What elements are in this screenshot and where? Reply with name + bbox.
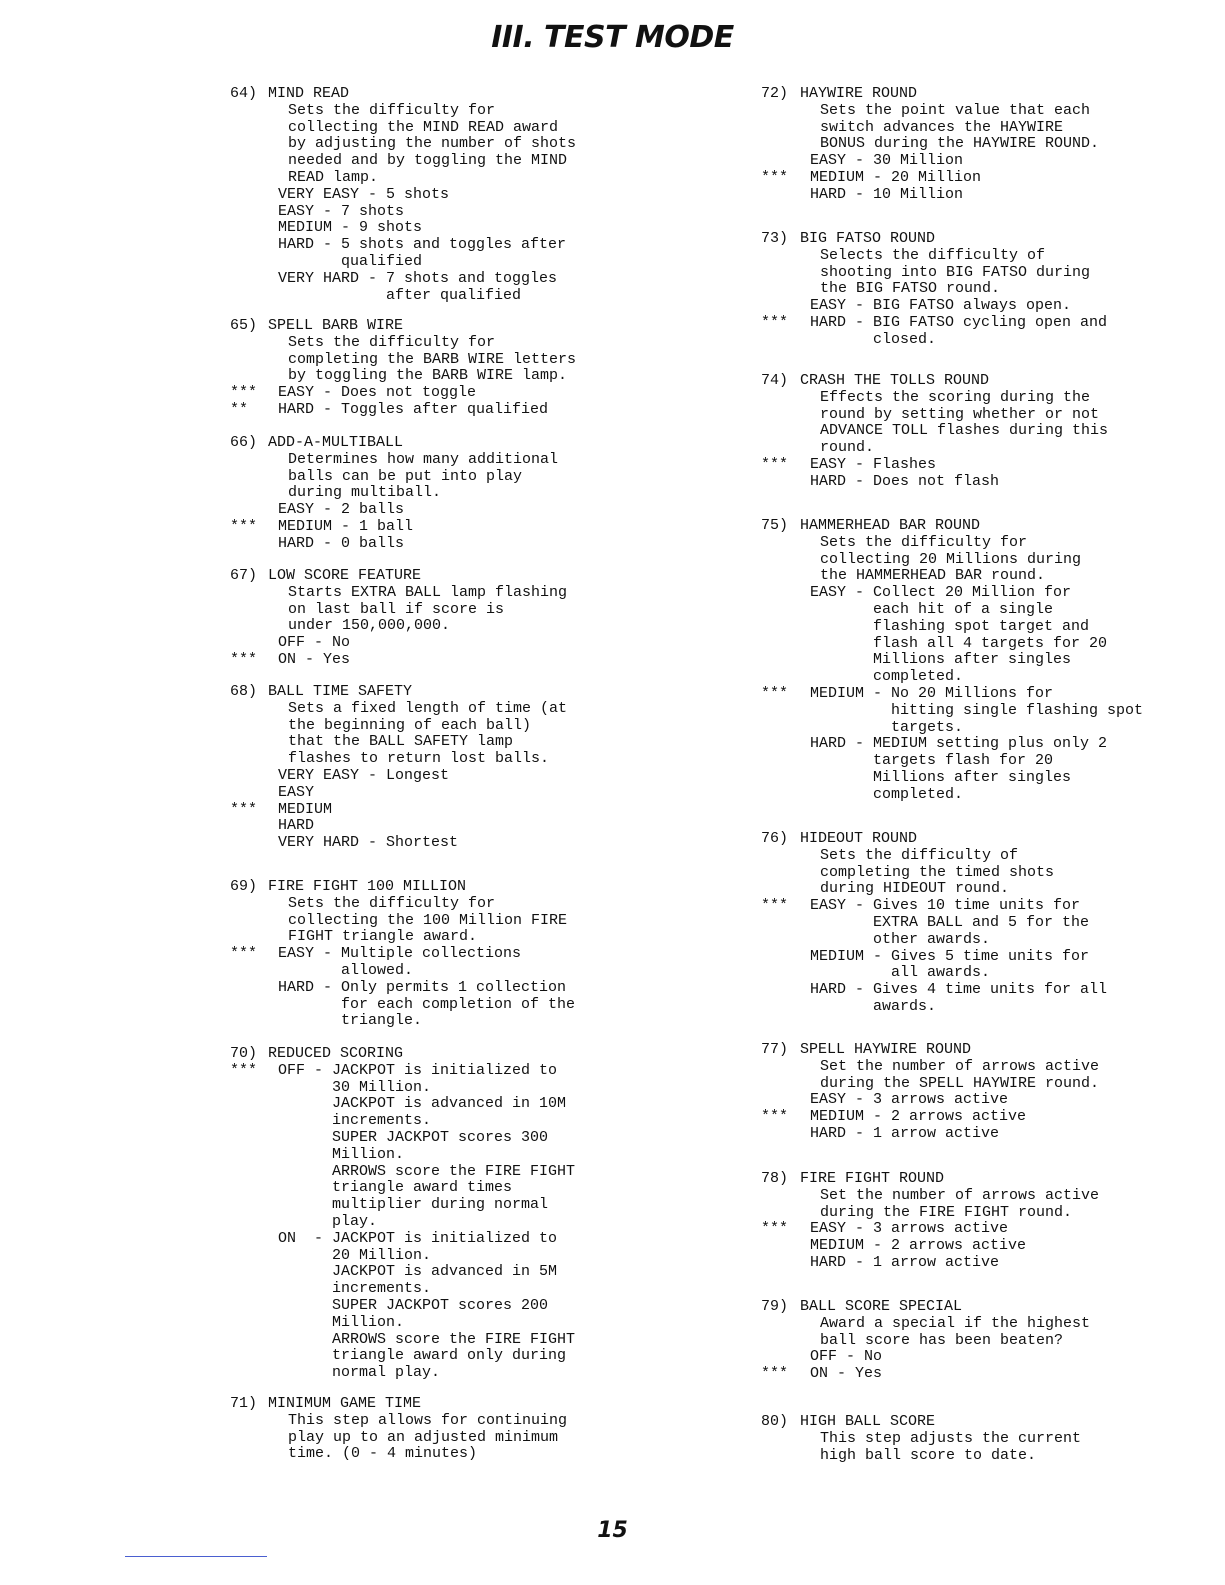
section-heading: [755, 518, 1225, 535]
setting-option-line: allowed.: [278, 962, 414, 979]
section-description-line: on last ball if score is: [288, 600, 505, 618]
section-description-line: Sets the difficulty for: [288, 333, 496, 351]
section-description-line: collecting the MIND READ award: [288, 118, 559, 136]
section-description-line: completing the BARB WIRE letters: [288, 350, 577, 368]
section-heading: [230, 318, 710, 335]
setting-option-line: *** ON - Yes: [761, 1365, 883, 1383]
section-number: 68): [230, 683, 258, 700]
setting-option-line: EASY - 7 shots: [278, 202, 405, 220]
setting-option-line: JACKPOT is advanced in 5M: [278, 1263, 558, 1281]
menu-section-66: [230, 435, 700, 553]
setting-option-line: each hit of a single: [810, 601, 1054, 618]
setting-option-line: completed.: [810, 668, 964, 686]
section-number: 78): [761, 1170, 789, 1187]
section-number: 65): [230, 317, 258, 334]
section-heading: [755, 373, 1225, 390]
setting-option-line: *** EASY - Flashes: [761, 456, 937, 473]
section-description-line: that the BALL SAFETY lamp: [288, 733, 514, 751]
section-description-line: the BIG FATSO round.: [820, 280, 1001, 298]
setting-option-line: *** MEDIUM: [230, 800, 333, 818]
setting-option-line: HARD - 1 arrow active: [810, 1125, 1000, 1142]
section-description-line: ball score has been beaten?: [820, 1331, 1064, 1349]
menu-section-74: [755, 373, 1225, 491]
section-description-line: balls can be put into play: [288, 467, 523, 485]
default-marker: ***: [761, 897, 789, 915]
setting-option-line: increments.: [278, 1280, 432, 1298]
setting-option-line: targets.: [810, 718, 964, 736]
section-title: FIRE FIGHT 100 MILLION: [268, 878, 467, 895]
menu-section-77: [755, 1042, 1225, 1143]
setting-option-line: HARD - Gives 4 time units for all: [810, 981, 1108, 999]
default-marker: ***: [761, 1220, 789, 1238]
setting-option-line: ARROWS score the FIRE FIGHT: [278, 1330, 576, 1348]
setting-option-line: *** MEDIUM - 20 Million: [761, 169, 982, 186]
menu-section-73: [755, 231, 1225, 349]
setting-option-line: play.: [278, 1213, 378, 1230]
menu-section-70: [230, 1046, 700, 1382]
setting-option-line: SUPER JACKPOT scores 300: [278, 1129, 549, 1146]
setting-option-line: closed.: [810, 330, 937, 348]
section-title: BIG FATSO ROUND: [800, 230, 936, 247]
section-description-line: needed and by toggling the MIND: [288, 152, 568, 170]
section-description-line: Sets the difficulty for: [820, 533, 1028, 551]
setting-option-line: Millions after singles: [810, 769, 1072, 786]
setting-option-line: ON - JACKPOT is initialized to: [278, 1229, 558, 1247]
default-marker: ***: [230, 384, 258, 402]
section-title: HIGH BALL SCORE: [800, 1413, 936, 1430]
section-description-line: FIGHT triangle award.: [288, 928, 478, 946]
section-description-line: collecting 20 Millions during: [820, 550, 1082, 568]
section-description-line: time. (0 - 4 minutes): [288, 1445, 478, 1463]
setting-option-line: multiplier during normal: [278, 1196, 549, 1214]
menu-section-68: [230, 684, 700, 852]
section-description-line: the beginning of each ball): [288, 716, 532, 734]
setting-option-line: JACKPOT is advanced in 10M: [278, 1095, 567, 1113]
section-heading: [755, 1299, 1225, 1316]
setting-option-line: normal play.: [278, 1364, 441, 1382]
setting-option-line: OFF - No: [810, 1348, 883, 1366]
section-heading: [230, 1046, 710, 1063]
section-description-line: during HIDEOUT round.: [820, 880, 1010, 898]
section-title: SPELL HAYWIRE ROUND: [800, 1041, 972, 1058]
setting-option-line: *** EASY - Multiple collections: [230, 945, 522, 963]
setting-option-line: flashing spot target and: [810, 617, 1090, 635]
setting-option-line: targets flash for 20: [810, 752, 1054, 770]
section-number: 74): [761, 372, 789, 389]
section-description-line: BONUS during the HAYWIRE ROUND.: [820, 135, 1100, 153]
setting-option-line: all awards.: [810, 964, 991, 982]
menu-section-72: [755, 86, 1225, 204]
setting-option-line: *** HARD - BIG FATSO cycling open and: [761, 314, 1108, 331]
section-description-line: round by setting whether or not: [820, 405, 1100, 423]
section-title: CRASH THE TOLLS ROUND: [800, 372, 990, 389]
setting-option-line: EASY - 2 balls: [278, 501, 405, 519]
section-description-line: Sets the point value that each: [820, 101, 1091, 119]
section-description-line: by adjusting the number of shots: [288, 135, 577, 153]
section-number: 76): [761, 830, 789, 847]
section-description-line: completing the timed shots: [820, 863, 1055, 881]
section-heading: [230, 435, 710, 452]
page-number: 15: [597, 1518, 628, 1543]
setting-option-line: *** EASY - Gives 10 time units for: [761, 897, 1081, 915]
section-title: SPELL BARB WIRE: [268, 317, 404, 334]
section-description-line: Selects the difficulty of: [820, 246, 1046, 264]
section-title: MIND READ: [268, 85, 350, 102]
setting-option-line: Million.: [278, 1313, 405, 1331]
default-marker: **: [230, 401, 249, 418]
menu-section-64: [230, 86, 700, 304]
setting-option-line: OFF - No: [278, 634, 351, 652]
section-number: 69): [230, 878, 258, 895]
default-marker: ***: [230, 518, 258, 535]
setting-option-line: triangle award only during: [278, 1347, 567, 1365]
default-marker: ***: [230, 651, 258, 668]
setting-option-line: triangle.: [278, 1012, 423, 1030]
section-description-line: ADVANCE TOLL flashes during this: [820, 422, 1109, 440]
setting-option-line: flash all 4 targets for 20: [810, 634, 1108, 652]
setting-option-line: triangle award times: [278, 1179, 513, 1197]
section-description-line: Sets the difficulty for: [288, 894, 496, 912]
default-marker: ***: [761, 169, 789, 186]
setting-option-line: *** ON - Yes: [230, 651, 351, 668]
section-description-line: READ lamp.: [288, 169, 379, 186]
section-title: BALL TIME SAFETY: [268, 683, 413, 700]
setting-option-line: HARD - 0 balls: [278, 534, 405, 552]
setting-option-line: VERY HARD - Shortest: [278, 834, 459, 852]
section-title: HAMMERHEAD BAR ROUND: [800, 517, 981, 534]
section-heading: [755, 1042, 1225, 1059]
menu-section-67: [230, 568, 700, 669]
default-marker: ***: [230, 945, 258, 963]
menu-section-65: [230, 318, 700, 419]
section-number: 77): [761, 1041, 789, 1058]
section-title: ADD-A-MULTIBALL: [268, 434, 404, 451]
section-description-line: This step allows for continuing: [288, 1411, 568, 1429]
setting-option-line: HARD: [278, 817, 315, 835]
section-description-line: high ball score to date.: [820, 1446, 1037, 1464]
section-heading: [755, 86, 1225, 103]
page-title: III. TEST MODE: [491, 20, 734, 55]
menu-section-75: [755, 518, 1225, 804]
default-marker: ***: [761, 456, 789, 473]
section-description-line: Set the number of arrows active: [820, 1057, 1100, 1075]
setting-option-line: EASY - 30 Million: [810, 152, 964, 170]
setting-option-line: EASY - BIG FATSO always open.: [810, 297, 1072, 315]
setting-option-line: SUPER JACKPOT scores 200: [278, 1297, 549, 1314]
section-heading: [755, 831, 1225, 848]
section-title: BALL SCORE SPECIAL: [800, 1298, 963, 1315]
section-heading: [230, 684, 710, 701]
setting-option-line: EXTRA BALL and 5 for the: [810, 914, 1090, 931]
menu-section-69: [230, 879, 700, 1030]
section-description-line: Starts EXTRA BALL lamp flashing: [288, 583, 568, 601]
section-number: 70): [230, 1045, 258, 1062]
section-description-line: round.: [820, 439, 875, 457]
setting-option-line: EASY - Collect 20 Million for: [810, 584, 1072, 602]
section-number: 73): [761, 230, 789, 247]
section-description-line: during the SPELL HAYWIRE round.: [820, 1074, 1100, 1092]
section-heading: [755, 1414, 1225, 1431]
section-number: 64): [230, 85, 258, 102]
setting-option-line: awards.: [810, 998, 937, 1015]
setting-option-line: *** MEDIUM - No 20 Millions for: [761, 685, 1054, 702]
section-heading: [230, 879, 710, 896]
setting-option-line: HARD - 5 shots and toggles after: [278, 236, 567, 254]
section-description-line: Sets the difficulty of: [820, 846, 1019, 864]
setting-option-line: HARD - MEDIUM setting plus only 2: [810, 735, 1108, 753]
setting-option-line: after qualified: [278, 286, 522, 304]
setting-option-line: VERY EASY - Longest: [278, 767, 450, 784]
setting-option-line: VERY EASY - 5 shots: [278, 185, 450, 203]
section-description-line: Effects the scoring during the: [820, 388, 1091, 406]
default-marker: ***: [761, 685, 789, 702]
setting-option-line: for each completion of the: [278, 995, 576, 1013]
section-number: 66): [230, 434, 258, 451]
section-heading: [230, 568, 710, 585]
section-description-line: shooting into BIG FATSO during: [820, 263, 1091, 281]
default-marker: ***: [761, 1108, 789, 1126]
section-number: 71): [230, 1395, 258, 1412]
setting-option-line: MEDIUM - 2 arrows active: [810, 1237, 1027, 1255]
setting-option-line: *** EASY - 3 arrows active: [761, 1220, 1009, 1238]
section-title: HAYWIRE ROUND: [800, 85, 918, 102]
section-description-line: flashes to return lost balls.: [288, 750, 550, 768]
setting-option-line: MEDIUM - 9 shots: [278, 219, 423, 237]
setting-option-line: qualified: [278, 253, 423, 270]
section-description-line: Determines how many additional: [288, 450, 559, 468]
section-number: 79): [761, 1298, 789, 1315]
section-description-line: collecting the 100 Million FIRE: [288, 911, 568, 929]
setting-option-line: *** OFF - JACKPOT is initialized to: [230, 1061, 558, 1079]
section-number: 72): [761, 85, 789, 102]
setting-option-line: completed.: [810, 785, 964, 803]
setting-option-line: HARD - Only permits 1 collection: [278, 978, 567, 996]
setting-option-line: other awards.: [810, 930, 991, 948]
menu-section-79: [755, 1299, 1225, 1383]
setting-option-line: EASY - 3 arrows active: [810, 1091, 1009, 1109]
setting-option-line: *** MEDIUM - 1 ball: [230, 518, 414, 535]
section-description-line: under 150,000,000.: [288, 617, 451, 635]
section-description-line: the HAMMERHEAD BAR round.: [820, 567, 1046, 585]
section-description-line: by toggling the BARB WIRE lamp.: [288, 367, 568, 385]
section-title: FIRE FIGHT ROUND: [800, 1170, 945, 1187]
setting-option-line: hitting single flashing spot: [810, 701, 1144, 719]
section-description-line: Sets a fixed length of time (at: [288, 699, 568, 717]
section-title: HIDEOUT ROUND: [800, 830, 918, 847]
section-heading: [755, 231, 1225, 248]
setting-option-line: ARROWS score the FIRE FIGHT: [278, 1162, 576, 1180]
section-description-line: switch advances the HAYWIRE: [820, 118, 1064, 136]
default-marker: ***: [761, 314, 789, 331]
setting-option-line: ** HARD - Toggles after qualified: [230, 401, 549, 418]
page-underline: [125, 1556, 267, 1557]
menu-section-80: [755, 1414, 1225, 1464]
setting-option-line: MEDIUM - Gives 5 time units for: [810, 947, 1090, 965]
setting-option-line: *** MEDIUM - 2 arrows active: [761, 1108, 1027, 1126]
setting-option-line: HARD - Does not flash: [810, 472, 1000, 490]
setting-option-line: Million.: [278, 1145, 405, 1163]
setting-option-line: EASY: [278, 783, 315, 801]
section-number: 80): [761, 1413, 789, 1430]
menu-section-78: [755, 1171, 1225, 1272]
default-marker: ***: [761, 1365, 789, 1383]
section-description-line: Sets the difficulty for: [288, 101, 496, 119]
section-number: 75): [761, 517, 789, 534]
section-description-line: This step adjusts the current: [820, 1429, 1082, 1447]
section-description-line: during the FIRE FIGHT round.: [820, 1203, 1073, 1221]
default-marker: ***: [230, 800, 258, 818]
section-number: 67): [230, 567, 258, 584]
section-title: REDUCED SCORING: [268, 1045, 404, 1062]
default-marker: ***: [230, 1061, 258, 1079]
section-description-line: Set the number of arrows active: [820, 1186, 1100, 1204]
setting-option-line: Millions after singles: [810, 651, 1072, 669]
section-description-line: during multiball.: [288, 484, 442, 502]
menu-section-71: [230, 1396, 700, 1463]
section-description-line: Award a special if the highest: [820, 1314, 1091, 1332]
setting-option-line: VERY HARD - 7 shots and toggles: [278, 269, 558, 287]
section-description-line: play up to an adjusted minimum: [288, 1428, 559, 1446]
section-title: MINIMUM GAME TIME: [268, 1395, 422, 1412]
setting-option-line: HARD - 1 arrow active: [810, 1254, 1000, 1271]
setting-option-line: HARD - 10 Million: [810, 185, 964, 203]
setting-option-line: 20 Million.: [278, 1246, 432, 1264]
section-heading: [230, 86, 710, 103]
menu-section-76: [755, 831, 1225, 1016]
setting-option-line: 30 Million.: [278, 1078, 432, 1096]
setting-option-line: increments.: [278, 1112, 432, 1130]
section-heading: [755, 1171, 1225, 1188]
section-title: LOW SCORE FEATURE: [268, 567, 422, 584]
section-heading: [230, 1396, 710, 1413]
setting-option-line: *** EASY - Does not toggle: [230, 384, 477, 402]
